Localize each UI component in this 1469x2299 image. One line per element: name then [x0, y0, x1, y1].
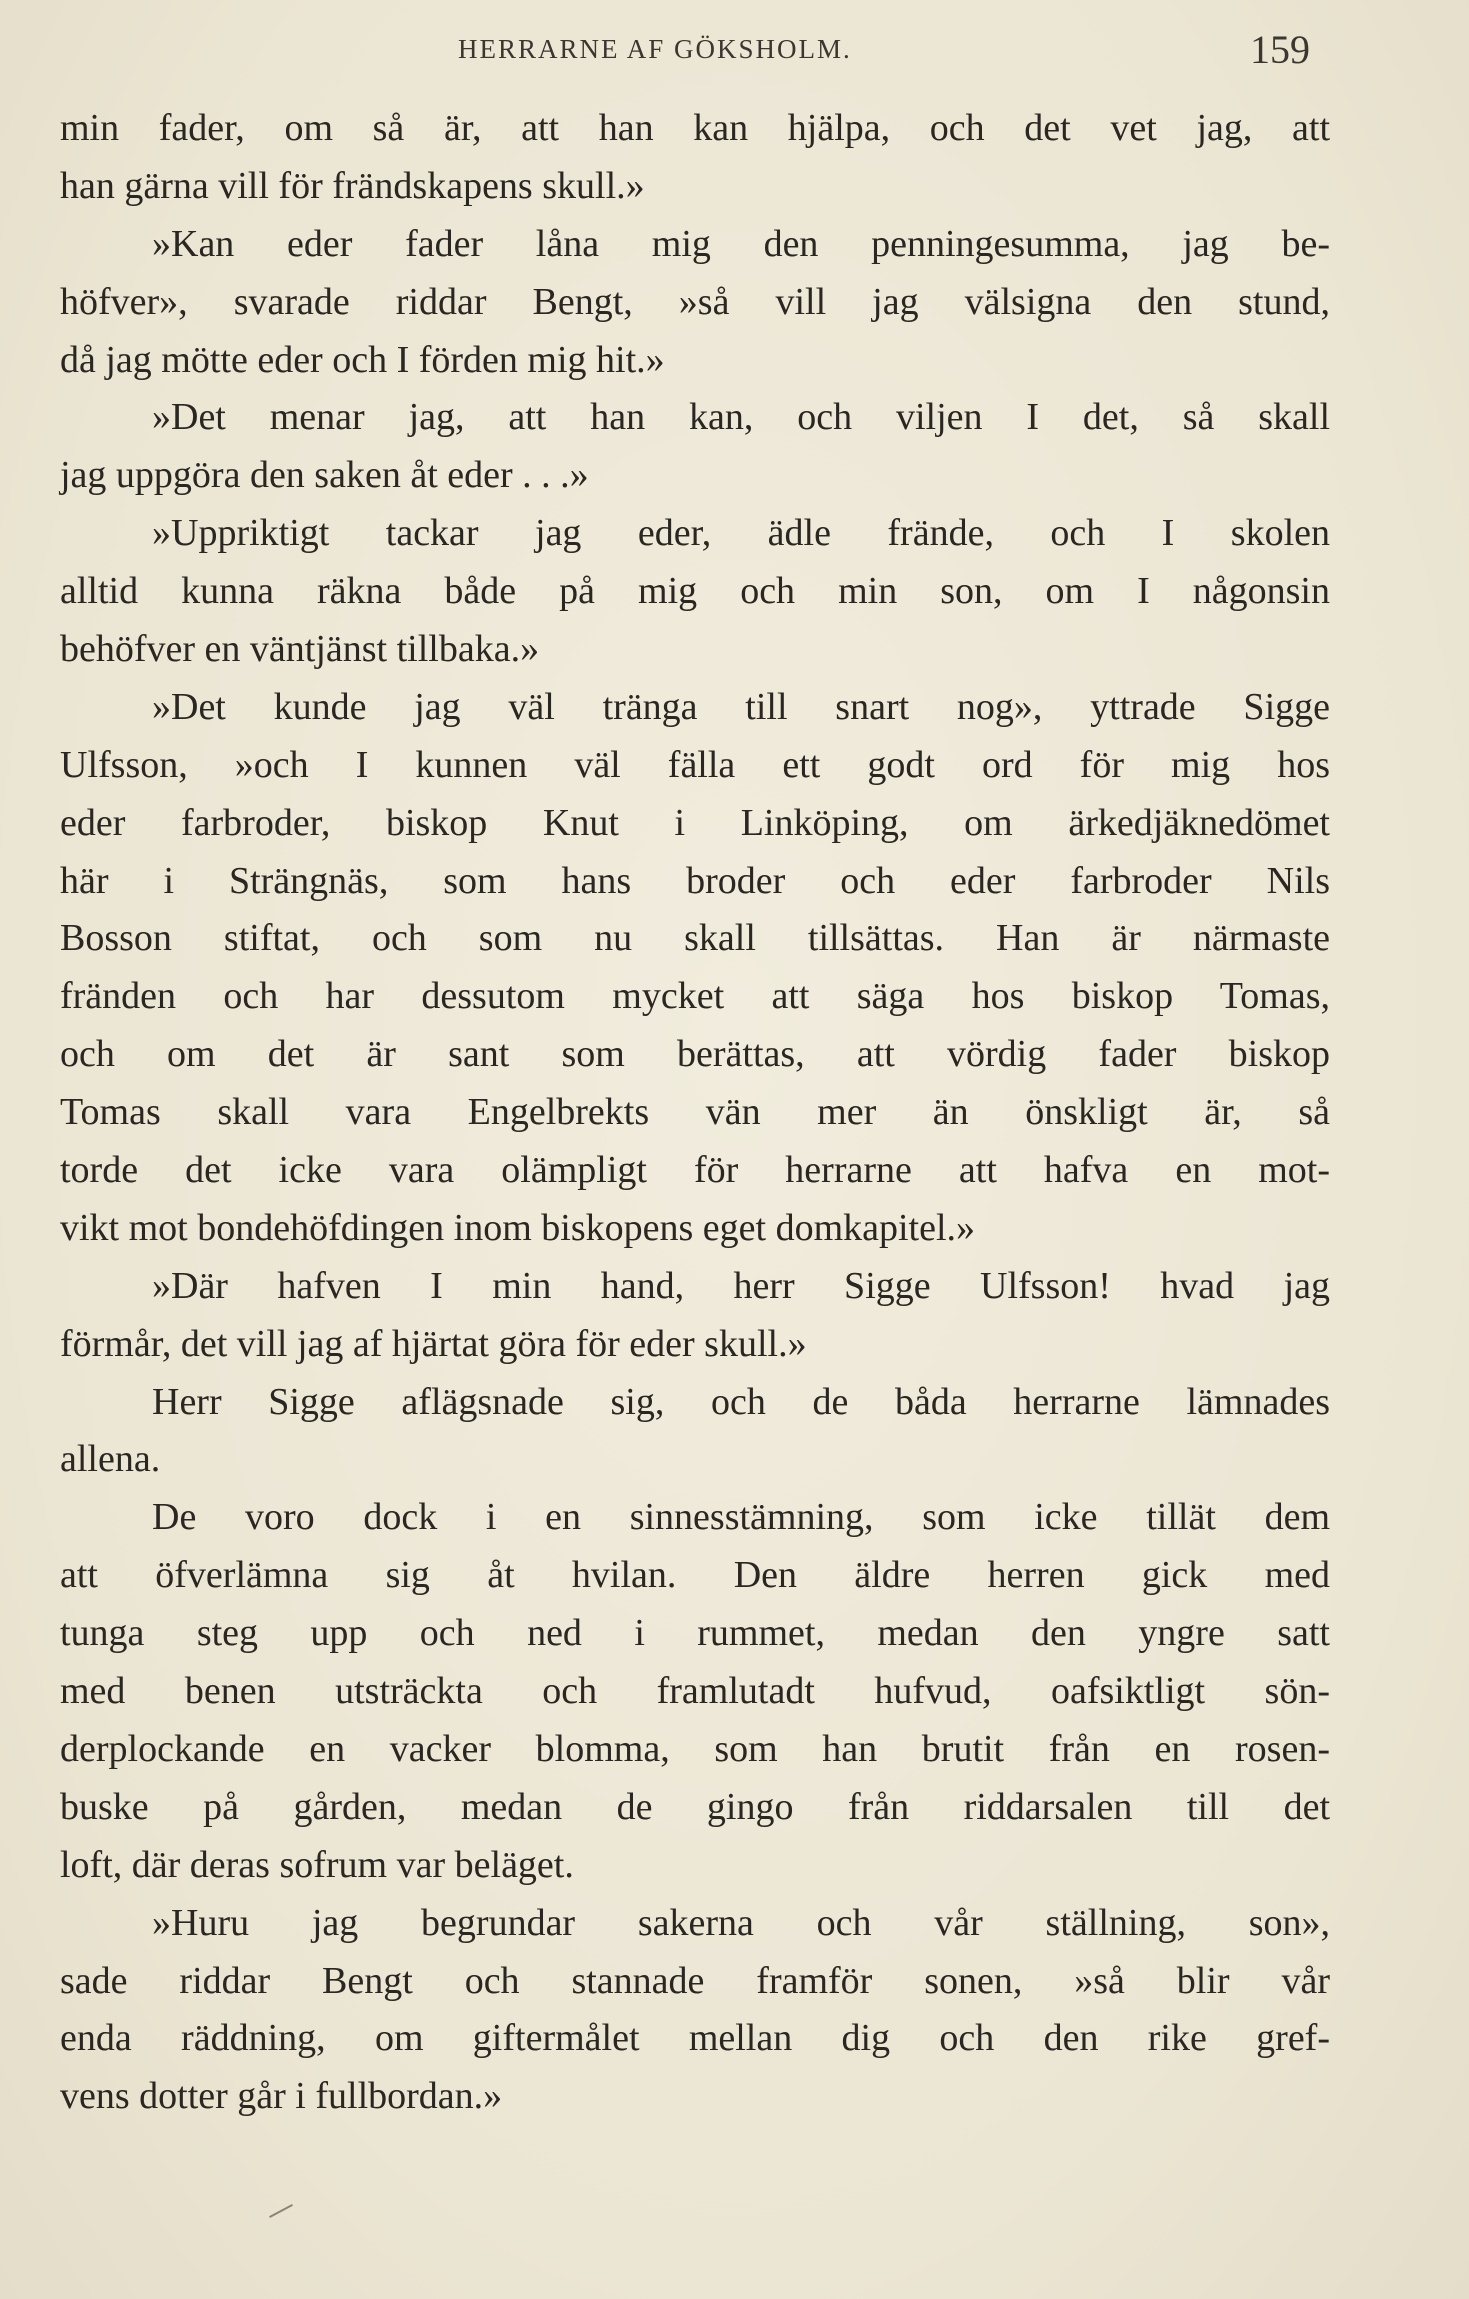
text-line: här i Strängnäs, som hans broder och eder farbroder Nils: [60, 859, 1330, 902]
text-line: behöfver en väntjänst tillbaka.»: [60, 628, 540, 671]
text-line: han gärna vill för frändskapens skull.»: [60, 164, 645, 207]
page-number: 159: [1250, 27, 1310, 72]
text-line: Ulfsson, »och I kunnen väl fälla ett godt ord för mig hos: [60, 743, 1330, 786]
text-line: enda räddning, om giftermålet mellan dig och den rike gref-: [60, 2017, 1330, 2060]
text-line: Herr Sigge aflägsnade sig, och de båda herrarne lämnades: [152, 1380, 1330, 1423]
text-line: alltid kunna räkna både på mig och min son, om I någonsin: [60, 570, 1330, 613]
text-line: »Det kunde jag väl tränga till snart nog», yttrade Sigge: [152, 685, 1330, 728]
text-line: förmår, det vill jag af hjärtat göra för eder skull.»: [60, 1322, 807, 1365]
text-line: fränden och har dessutom mycket att säga hos biskop Tomas,: [60, 975, 1330, 1018]
text-line: och om det är sant som berättas, att vördig fader biskop: [60, 1033, 1330, 1076]
text-line: »Där hafven I min hand, herr Sigge Ulfsson! hvad jag: [152, 1264, 1330, 1307]
text-line: Tomas skall vara Engelbrekts vän mer än önskligt är, så: [60, 1091, 1330, 1134]
text-line: buske på gården, medan de gingo från riddarsalen till det: [60, 1785, 1330, 1828]
text-line: vens dotter går i fullbordan.»: [60, 2075, 503, 2118]
text-line: »Uppriktigt tackar jag eder, ädle frände, och I skolen: [152, 512, 1330, 555]
text-line: Bosson stiftat, och som nu skall tillsättas. Han är närmaste: [60, 917, 1330, 960]
text-line: höfver», svarade riddar Bengt, »så vill jag välsigna den stund,: [60, 280, 1330, 323]
body-text: [60, 100, 1330, 2126]
text-line: loft, där deras sofrum var beläget.: [60, 1843, 574, 1886]
running-header: [0, 28, 1469, 72]
text-line: vikt mot bondehöfdingen inom biskopens eget domkapitel.»: [60, 1206, 976, 1249]
text-line: »Kan eder fader låna mig den penningesumma, jag be-: [152, 222, 1330, 265]
printer-mark: [269, 2204, 293, 2218]
text-line: allena.: [60, 1438, 161, 1481]
text-line: De voro dock i en sinnesstämning, som icke tillät dem: [152, 1496, 1330, 1539]
text-line: »Det menar jag, att han kan, och viljen I det, så skall: [152, 396, 1330, 439]
text-line: eder farbroder, biskop Knut i Linköping, om ärkedjäknedömet: [60, 801, 1330, 844]
text-line: torde det icke vara olämpligt för herrarne att hafva en mot-: [60, 1149, 1330, 1192]
running-title: HERRARNE AF GÖKSHOLM.: [458, 34, 852, 64]
text-line: derplockande en vacker blomma, som han brutit från en rosen-: [60, 1727, 1330, 1770]
text-line: sade riddar Bengt och stannade framför sonen, »så blir vår: [60, 1959, 1330, 2002]
text-line: att öfverlämna sig åt hvilan. Den äldre herren gick med: [60, 1554, 1330, 1597]
text-line: jag uppgöra den saken åt eder . . .»: [60, 454, 589, 497]
text-line: med benen utsträckta och framlutadt hufvud, oafsiktligt sön-: [60, 1670, 1330, 1713]
text-line: då jag mötte eder och I förden mig hit.»: [60, 338, 665, 381]
text-line: tunga steg upp och ned i rummet, medan den yngre satt: [60, 1612, 1330, 1655]
text-line: min fader, om så är, att han kan hjälpa, och det vet jag, att: [60, 107, 1330, 149]
text-line: »Huru jag begrundar sakerna och vår ställning, son»,: [152, 1901, 1330, 1944]
